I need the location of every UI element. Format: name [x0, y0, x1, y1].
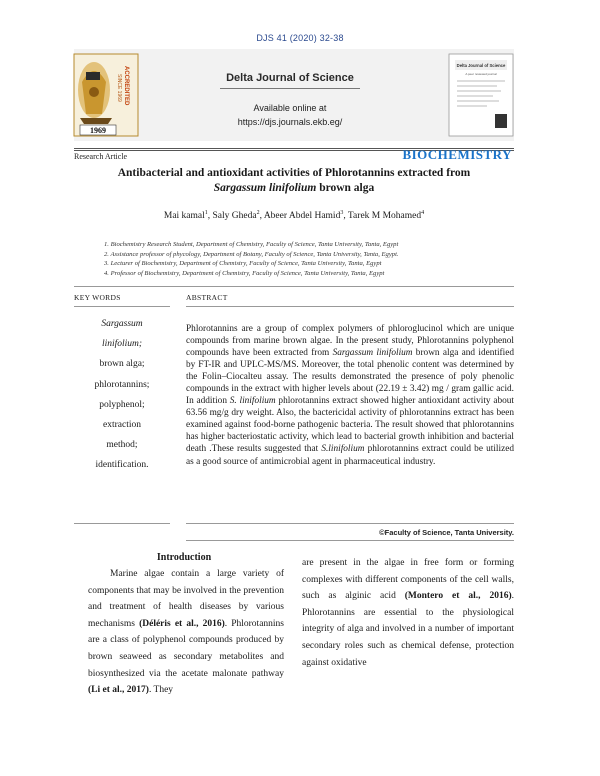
title-line-1: Antibacterial and antioxidant activities of Phlorotannins extracted from — [117, 167, 471, 179]
journal-reference: DJS 41 (2020) 32-38 — [256, 33, 344, 43]
abstract-heading-rule — [186, 306, 514, 307]
keyword: extraction — [103, 420, 141, 431]
affiliation: 3. Lecturer of Biochemistry, Department of Chemistry, Faculty of Science, Tanta University, Tanta, Egypt — [104, 260, 382, 267]
abstract-body: Phlorotannins are a group of complex polymers of phloroglucinol which are unique compounds from marine brown algae. In the present study, Phlorotannins polyphenol compounds have been extracted from Sargassum linifolium brown alga and identified by FT-IR and UPLC-MS/MS. Moreover, the total phenolic content was determined by the Folin–Ciocalteu assay. The results demonstrated the presence of poly phenolic compounds in the extract with higher levels about (22.19 ± 3.42) mg / gram gallic acid. In addition S. linifolium phlorotannins extract showed higher antioxidant activity about 63.56 mg/g dry weight. Also, the bactericidal activity of phlorotannins extract has been examined against food-borne pathogenic bacteria. The result showed that phlorotannins has higher bacteriostatic activity, which lead to bacterial growth inhibition and bacterial death .These results suggested that S.linifolium phlorotannins extract could be utilized as a good source of antimicrobial agent in pharmaceutical industry. — [186, 324, 514, 467]
abstract-heading: ABSTRACT — [186, 293, 228, 302]
journal-name: Delta Journal of Science — [226, 72, 354, 84]
citation: (Déléris et al., 2016) — [139, 618, 225, 629]
author: Abeer Abdel Hamid — [263, 211, 341, 222]
journal-cover-thumbnail — [445, 52, 517, 138]
logo-accredited-text: ACCREDITED — [123, 66, 129, 106]
journal-url-link[interactable]: https://djs.journals.ekb.eg/ — [237, 117, 343, 127]
keywords-bottom-rule — [74, 523, 170, 524]
author: Saly Gheda — [212, 211, 257, 222]
journal-logo-left — [72, 52, 140, 138]
author-affil-mark: 3 — [340, 210, 344, 216]
keyword: identification. — [95, 460, 149, 471]
cover-subtitle: A peer reviewed journal — [465, 72, 497, 76]
section-tag: BIOCHEMISTRY — [402, 147, 512, 162]
title-line-2 — [74, 181, 514, 196]
author-affil-mark: 2 — [256, 210, 260, 216]
author-affil-mark: 1 — [204, 210, 208, 216]
affiliation-list — [104, 240, 524, 278]
keyword-list — [74, 314, 170, 476]
author: Mai kamal — [163, 211, 205, 222]
citation: (Montero et al., 2016) — [404, 591, 512, 602]
title-line-2-rest: brown alga — [316, 182, 375, 194]
keyword: brown alga; — [99, 359, 145, 370]
keyword: Sargassum — [101, 319, 143, 329]
author-affil-mark: 4 — [421, 210, 425, 216]
cover-title: Delta Journal of Science — [456, 63, 506, 68]
affiliation: 2. Assistance professor of phycology, Department of Botany, Faculty of Science, Tanta University, Tanta, Egypt. — [104, 250, 399, 258]
author: Tarek M Mohamed — [347, 211, 422, 222]
available-online-label: Available online at — [253, 103, 327, 113]
copyright-notice: ©Faculty of Science, Tanta University. — [379, 528, 514, 537]
affiliation: 4. Professor of Biochemistry, Department of Chemistry, Faculty of Science, Tanta University, Tanta, Egypt — [104, 269, 385, 277]
affiliation: 1. Biochemistry Research Student, Department of Chemistry, Faculty of Science, Tanta University, Tanta, Egypt — [104, 241, 399, 248]
introduction-heading: Introduction — [156, 552, 212, 563]
keyword: linifolium; — [101, 339, 143, 350]
journal-name-underline — [220, 88, 360, 89]
author-list: Mai kamal$^1$, Saly Gheda$^2$, Abeer Abdel Hamid$^3$, Tarek M Mohamed$^4$ — [163, 210, 425, 222]
availability-block — [150, 101, 430, 129]
keyword: phlorotannins; — [94, 379, 150, 390]
introduction-column-left: Marine algae contain a large variety of components that may be involved in the prevention and treatment of health diseases by various mechanisms (Déléris et al., 2016). Phlorotannins are a class of polyphenol compounds produced by brown seaweed as secondary metabolites and biosynthesized via the acetate malonate pathway (Li et al., 2017). They — [88, 569, 284, 696]
article-title — [74, 166, 514, 196]
keyword: polyphenol; — [99, 399, 145, 410]
keywords-heading-rule — [74, 306, 170, 307]
introduction-column-right: are present in the algae in free form or forming complexes with different components of the cell walls, such as alginic acid (Montero et al., 2016). Phlorotannins are essential to the physiological integrity of alga and involved in a number of important secondary roles such as chemical defense, protection against oxidative — [302, 558, 514, 668]
keyword: method; — [106, 440, 138, 451]
title-species: Sargassum linifolium — [213, 182, 317, 194]
affiliation-rule — [74, 286, 514, 287]
citation: (Li et al., 2017) — [88, 685, 149, 696]
article-type: Research Article — [74, 152, 128, 161]
abstract-bottom-rule — [186, 523, 514, 524]
copyright-rule — [186, 540, 514, 541]
keywords-heading: KEY WORDS — [74, 293, 121, 302]
logo-year: 1969 — [90, 126, 106, 135]
logo-side-text: SINCE 1969 — [116, 74, 122, 102]
